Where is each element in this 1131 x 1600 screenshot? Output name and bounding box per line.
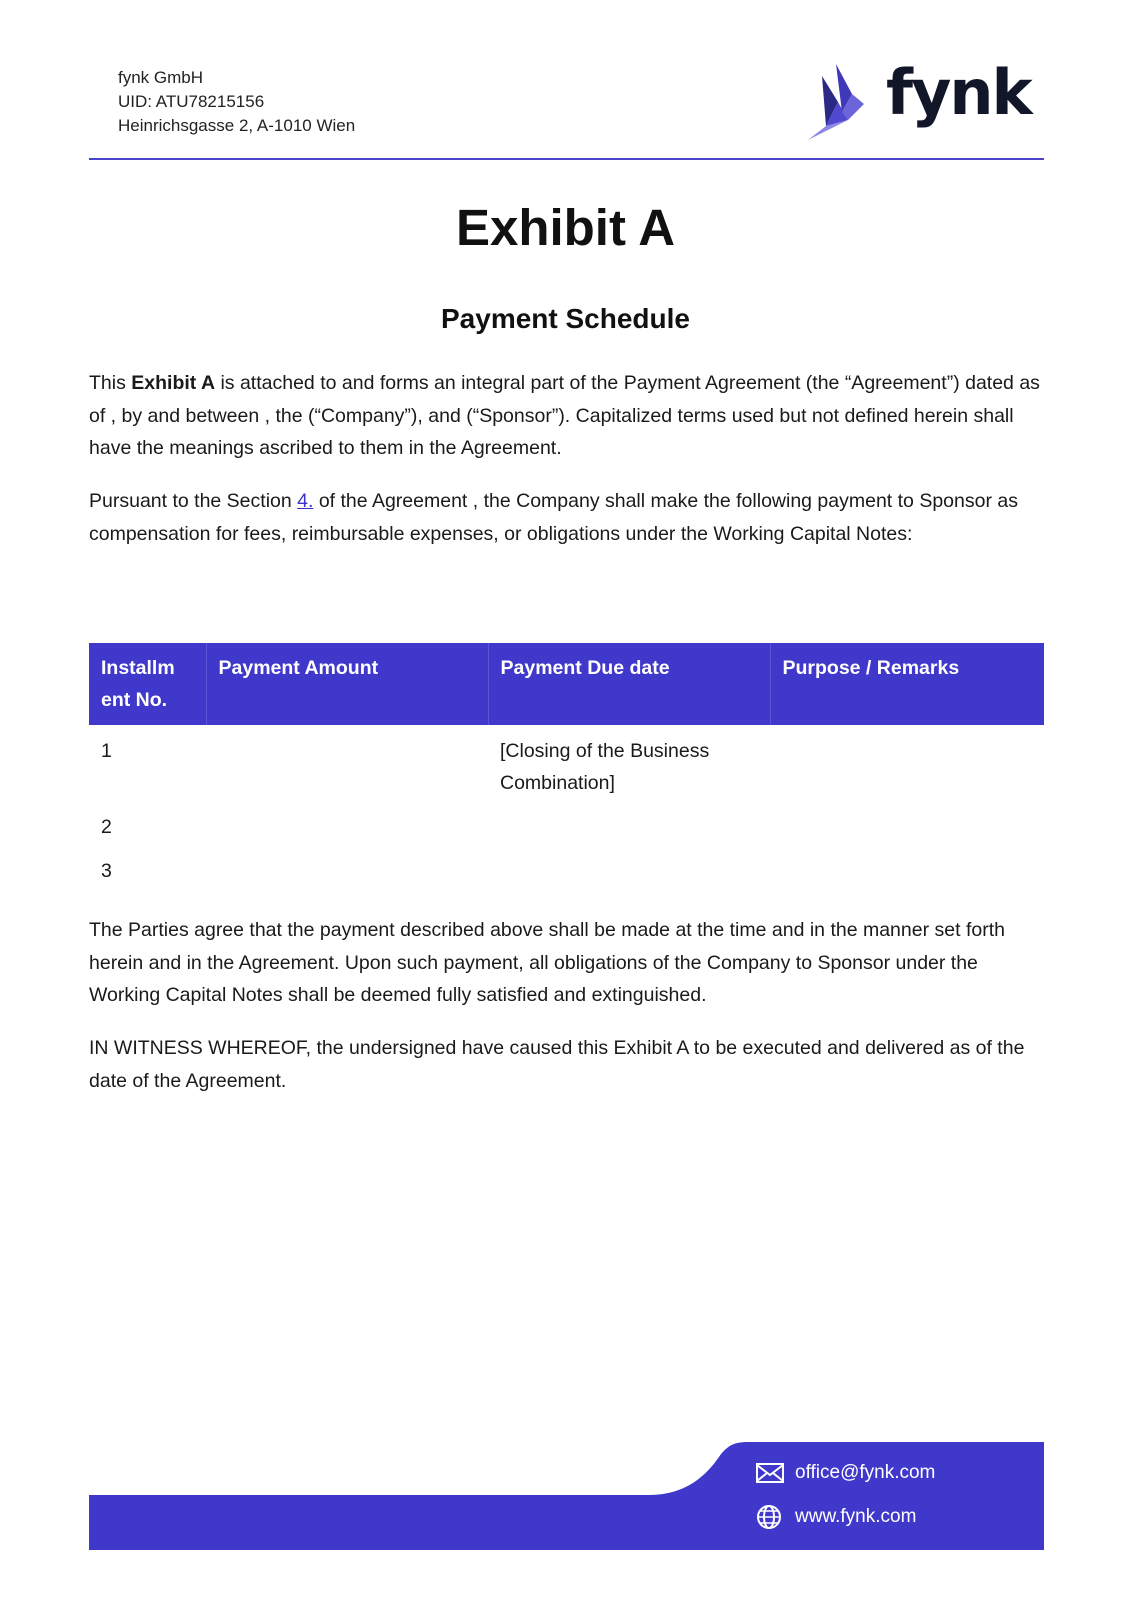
cell-installment: 2 — [101, 816, 112, 838]
table-header-row — [89, 643, 1044, 725]
mail-icon — [755, 1460, 785, 1486]
cell-purpose — [770, 845, 1044, 889]
footer-band — [89, 1442, 1044, 1550]
footer-email[interactable] — [755, 1460, 935, 1486]
exhibit-bold: Exhibit A — [131, 372, 216, 394]
cell-due-date: [Closing of the Business Combination] — [500, 740, 710, 794]
table-row — [89, 801, 1044, 845]
header-installment: Installment No. — [89, 643, 206, 725]
cell-amount — [206, 801, 488, 845]
footer-website-text[interactable]: www.fynk.com — [795, 1506, 917, 1527]
witness-paragraph: IN WITNESS WHEREOF, the undersigned have caused this Exhibit A to be executed and delivered as of the date of the Agreement. — [89, 1037, 1025, 1092]
cell-amount — [206, 845, 488, 889]
company-info — [118, 66, 355, 138]
footer-website[interactable] — [755, 1504, 916, 1530]
agreement-paragraph: The Parties agree that the payment described above shall be made at the time and in the manner set forth herein and in the Agreement. Upon such payment, all obligations of the Company to Sponsor under the Working Capital Notes shall be deemed fully satisfied and extinguished. — [89, 919, 1005, 1006]
globe-icon — [755, 1504, 785, 1530]
header-divider — [89, 158, 1044, 160]
bird-logo-icon — [808, 64, 878, 144]
table-row — [89, 845, 1044, 889]
footer-email-text[interactable]: office@fynk.com — [795, 1462, 936, 1483]
cell-amount — [206, 725, 488, 801]
header-purpose: Purpose / Remarks — [770, 643, 1044, 725]
page-title: Exhibit A — [455, 199, 676, 256]
cell-installment: 3 — [101, 860, 112, 882]
fynk-logo — [808, 56, 1031, 144]
company-address: Heinrichsgasse 2, A-1010 Wien — [118, 116, 356, 135]
intro-paragraph: This Exhibit A is attached to and forms an integral part of the Payment Agreement (the “Agreement”) dated as of , by and between , the (“Company”), and (“Sponsor”). Capitalized terms used but not defined herein shall have the meanings ascribed to them in the Agreement. — [89, 372, 1040, 459]
table-row — [89, 725, 1044, 801]
cell-purpose — [770, 725, 1044, 801]
company-name: fynk GmbH — [118, 68, 204, 87]
header-payment-amount: Payment Amount — [206, 643, 488, 725]
section-link[interactable]: 4. — [297, 490, 314, 512]
cell-purpose — [770, 801, 1044, 845]
cell-due-date — [488, 801, 770, 845]
company-uid: UID: ATU78215156 — [118, 92, 265, 111]
footer — [89, 1442, 1044, 1550]
section-paragraph: Pursuant to the Section 4. of the Agreement , the Company shall make the following payment to Sponsor as compensation for fees, reimbursable expenses, or obligations under the Working Capital Notes: — [89, 490, 1018, 545]
header-due-date: Payment Due date — [488, 643, 770, 725]
page-subtitle: Payment Schedule — [441, 303, 690, 334]
logo-wordmark: fynk — [886, 56, 1031, 129]
payment-schedule-table — [89, 643, 1044, 889]
cell-due-date — [488, 845, 770, 889]
cell-installment: 1 — [101, 740, 112, 762]
